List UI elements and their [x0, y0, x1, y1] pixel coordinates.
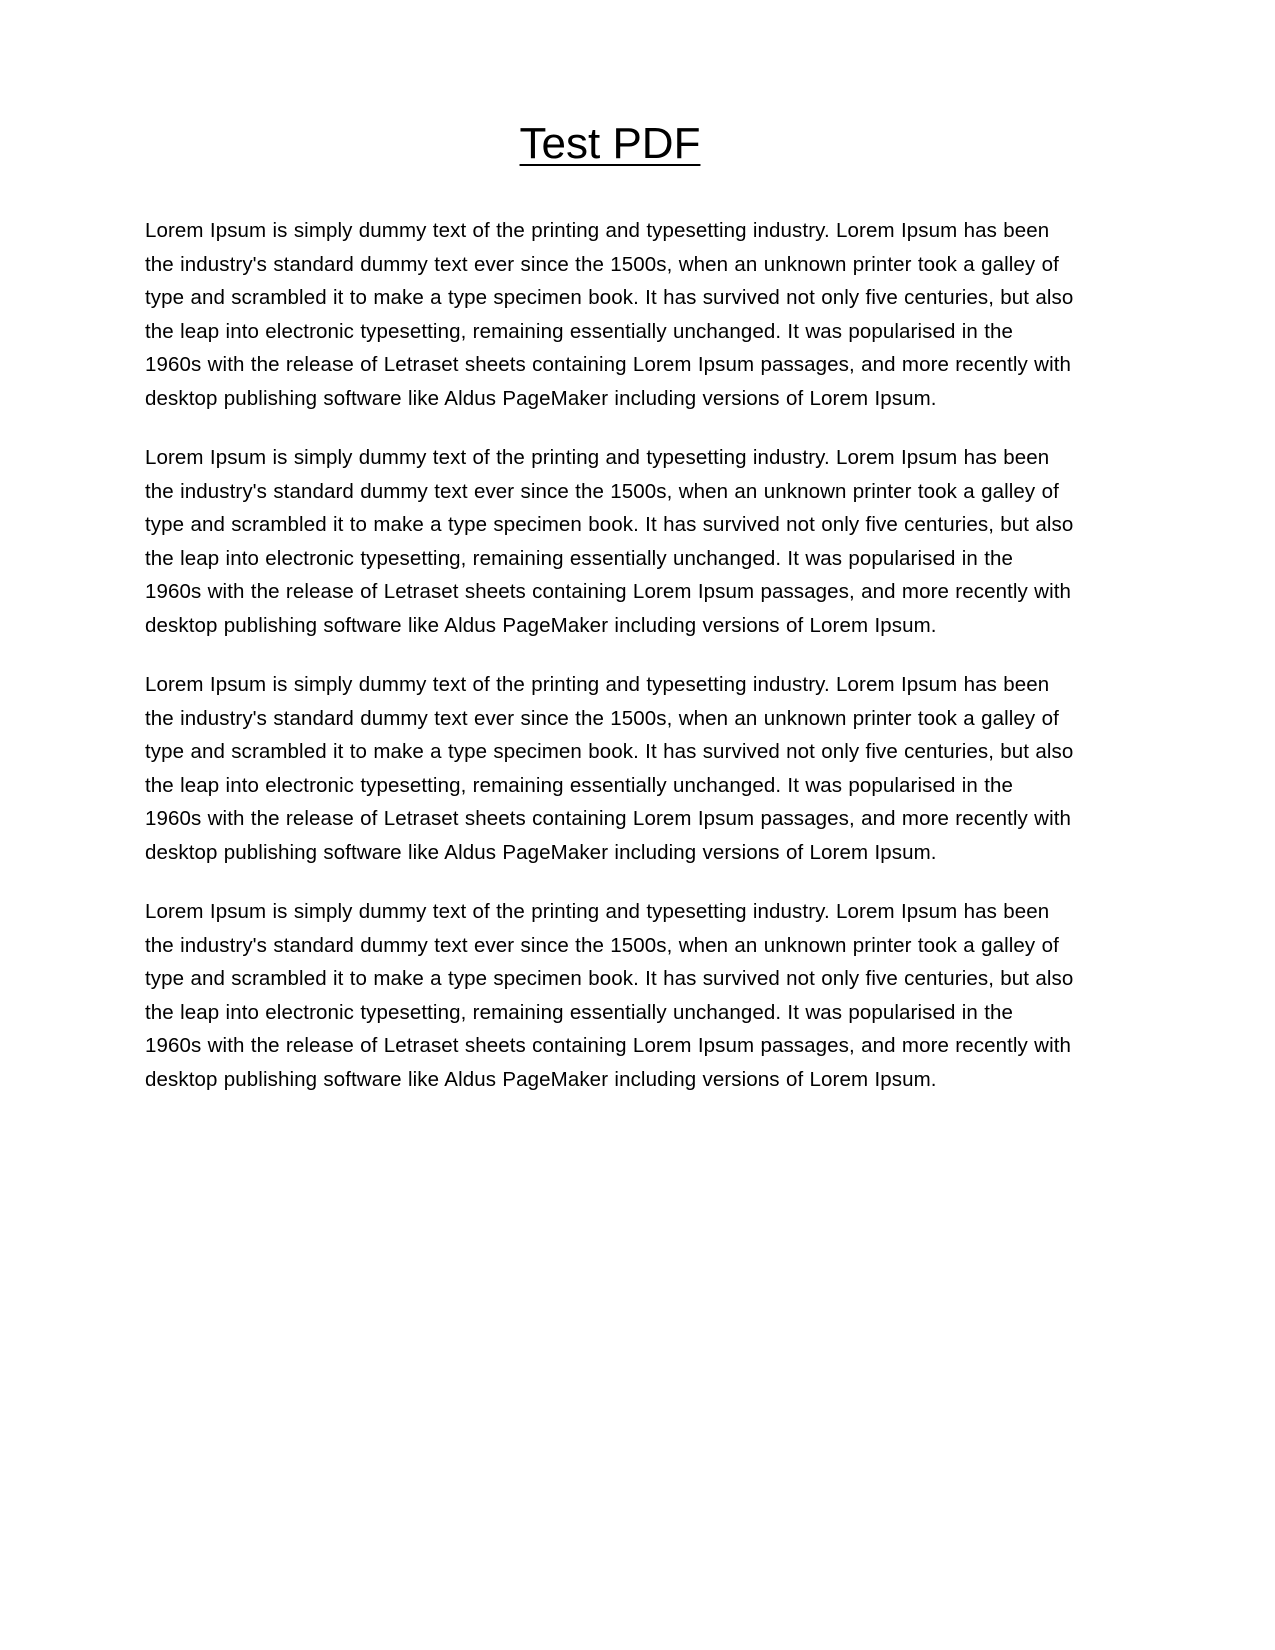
page-title [145, 120, 1075, 168]
page-left-margin-rule [0, 0, 3, 1650]
body-paragraph-3: Lorem Ipsum is simply dummy text of the printing and typesetting industry. Lorem Ipsum has been the industry's standard dummy text ever since the 1500s, when an unknown printer took a galley of type and scrambled it to make a type specimen book. It has survived not only five centuries, but also the leap into electronic typesetting, remaining essentially unchanged. It was popularised in the 1960s with the release of Letraset sheets containing Lorem Ipsum passages, and more recently with desktop publishing software like Aldus PageMaker including versions of Lorem Ipsum. [145, 673, 1074, 864]
body-paragraph-4: Lorem Ipsum is simply dummy text of the printing and typesetting industry. Lorem Ipsum has been the industry's standard dummy text ever since the 1500s, when an unknown printer took a galley of type and scrambled it to make a type specimen book. It has survived not only five centuries, but also the leap into electronic typesetting, remaining essentially unchanged. It was popularised in the 1960s with the release of Letraset sheets containing Lorem Ipsum passages, and more recently with desktop publishing software like Aldus PageMaker including versions of Lorem Ipsum. [145, 900, 1074, 1091]
body-paragraph-1: Lorem Ipsum is simply dummy text of the printing and typesetting industry. Lorem Ipsum has been the industry's standard dummy text ever since the 1500s, when an unknown printer took a galley of type and scrambled it to make a type specimen book. It has survived not only five centuries, but also the leap into electronic typesetting, remaining essentially unchanged. It was popularised in the 1960s with the release of Letraset sheets containing Lorem Ipsum passages, and more recently with desktop publishing software like Aldus PageMaker including versions of Lorem Ipsum. [145, 219, 1074, 410]
page-title-text: Test PDF [519, 119, 701, 168]
body-paragraph-2: Lorem Ipsum is simply dummy text of the printing and typesetting industry. Lorem Ipsum has been the industry's standard dummy text ever since the 1500s, when an unknown printer took a galley of type and scrambled it to make a type specimen book. It has survived not only five centuries, but also the leap into electronic typesetting, remaining essentially unchanged. It was popularised in the 1960s with the release of Letraset sheets containing Lorem Ipsum passages, and more recently with desktop publishing software like Aldus PageMaker including versions of Lorem Ipsum. [145, 446, 1074, 637]
document-content [145, 120, 1075, 1096]
